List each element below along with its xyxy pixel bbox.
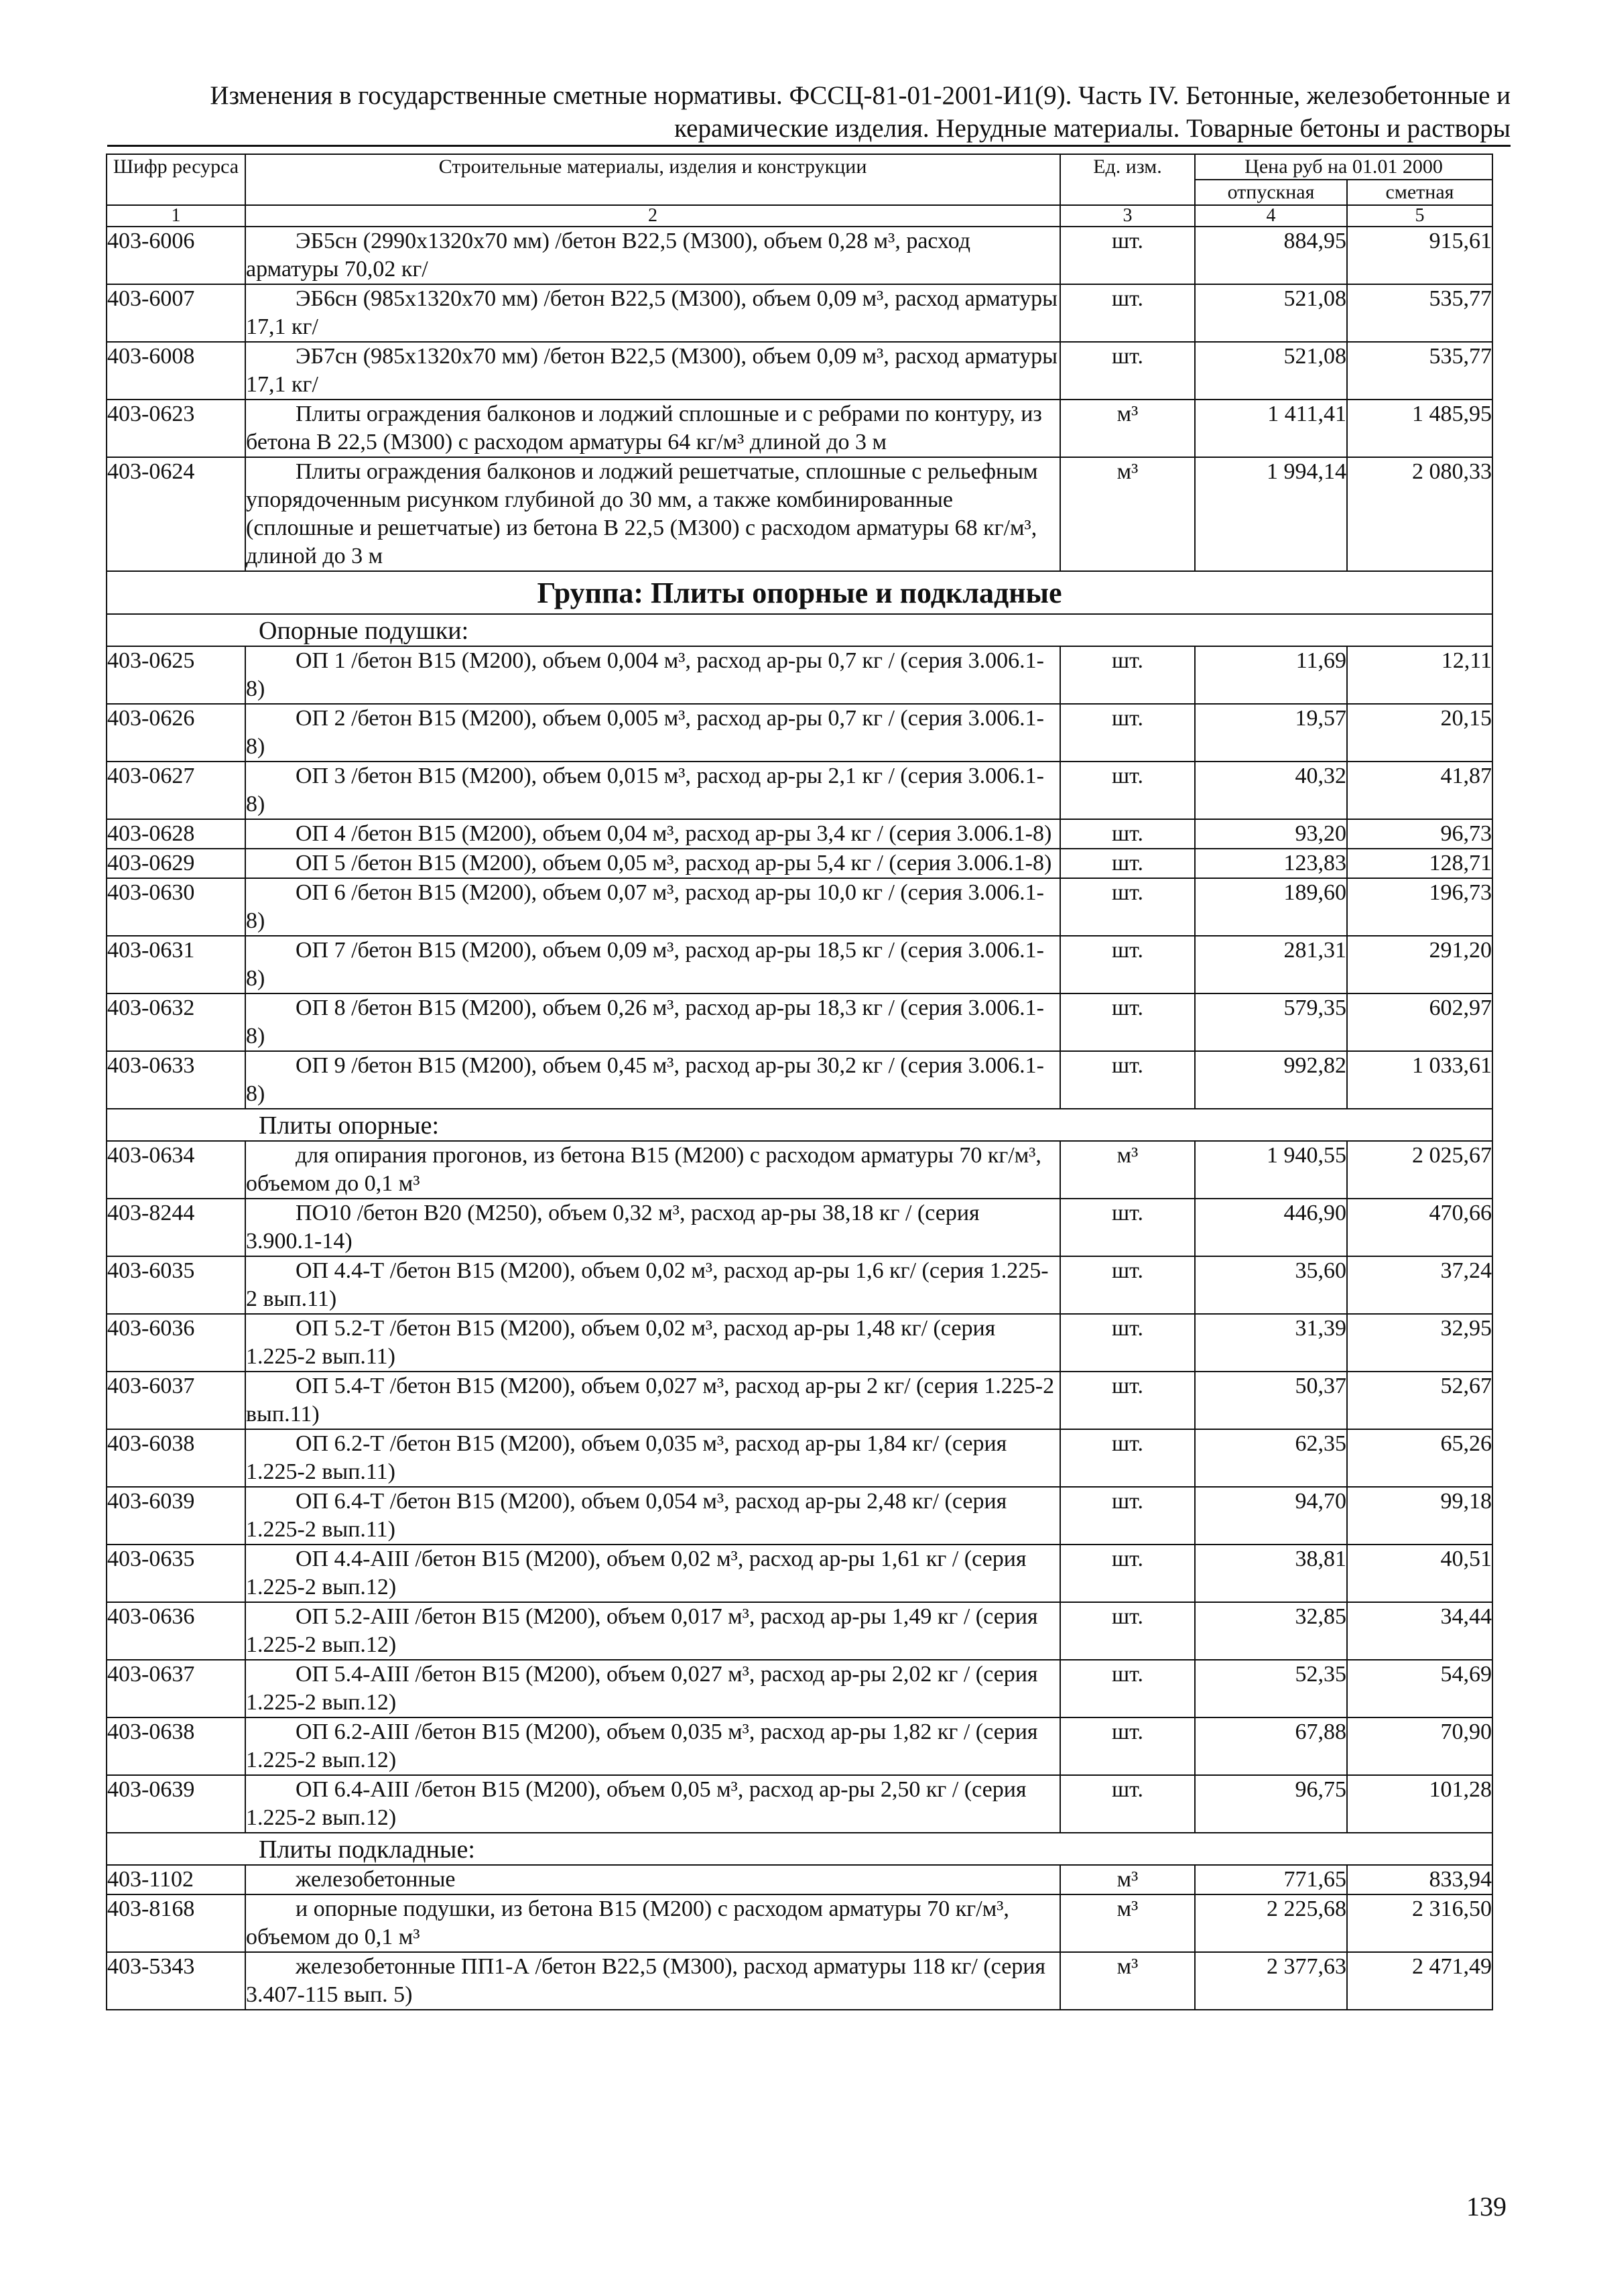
resource-code: 403-0633 bbox=[107, 1051, 245, 1109]
estimate-price: 52,67 bbox=[1347, 1372, 1492, 1429]
release-price: 123,83 bbox=[1195, 849, 1347, 878]
estimate-price: 12,11 bbox=[1347, 646, 1492, 704]
description-cell bbox=[245, 284, 1060, 342]
unit-of-measure: м³ bbox=[1060, 1952, 1195, 2010]
resource-code: 403-6007 bbox=[107, 284, 245, 342]
description-cell bbox=[245, 1717, 1060, 1775]
release-price: 884,95 bbox=[1195, 227, 1347, 284]
resource-code: 403-6038 bbox=[107, 1429, 245, 1487]
resource-code: 403-0634 bbox=[107, 1141, 245, 1199]
material-description: ОП 2 /бетон В15 (М200), объем 0,005 м³, расход ар-ры 0,7 кг / (серия 3.006.1-8) bbox=[246, 706, 1045, 759]
estimate-price: 1 033,61 bbox=[1347, 1051, 1492, 1109]
description-cell bbox=[245, 1545, 1060, 1602]
column-number-row bbox=[107, 205, 1492, 227]
unit-of-measure: шт. bbox=[1060, 1199, 1195, 1256]
resource-code: 403-6006 bbox=[107, 227, 245, 284]
resource-code: 403-0638 bbox=[107, 1717, 245, 1775]
resource-code: 403-0637 bbox=[107, 1660, 245, 1717]
table-row bbox=[107, 342, 1492, 400]
release-price: 38,81 bbox=[1195, 1545, 1347, 1602]
estimate-price: 2 471,49 bbox=[1347, 1952, 1492, 2010]
release-price: 579,35 bbox=[1195, 993, 1347, 1051]
table-row bbox=[107, 1865, 1492, 1894]
table-row bbox=[107, 878, 1492, 936]
description-cell bbox=[245, 1952, 1060, 2010]
material-description: ОП 1 /бетон В15 (М200), объем 0,004 м³, расход ар-ры 0,7 кг / (серия 3.006.1-8) bbox=[246, 648, 1045, 701]
material-description: ЭБ5сн (2990х1320х70 мм) /бетон В22,5 (М300), объем 0,28 м³, расход арматуры 70,02 кг/ bbox=[246, 229, 971, 282]
estimate-price: 833,94 bbox=[1347, 1865, 1492, 1894]
material-description: ЭБ6сн (985х1320х70 мм) /бетон В22,5 (М300), объем 0,09 м³, расход арматуры 17,1 кг/ bbox=[246, 286, 1058, 339]
estimate-price: 54,69 bbox=[1347, 1660, 1492, 1717]
resource-code: 403-0626 bbox=[107, 704, 245, 762]
resource-code: 403-6037 bbox=[107, 1372, 245, 1429]
unit-of-measure: шт. bbox=[1060, 1487, 1195, 1545]
release-price: 67,88 bbox=[1195, 1717, 1347, 1775]
column-number: 1 bbox=[107, 205, 245, 227]
group-heading-row bbox=[107, 571, 1492, 614]
material-description: железобетонные ПП1-А /бетон В22,5 (М300), расход арматуры 118 кг/ (серия 3.407-115 вып. 5) bbox=[246, 1954, 1046, 2007]
estimate-price: 915,61 bbox=[1347, 227, 1492, 284]
unit-of-measure: шт. bbox=[1060, 1314, 1195, 1372]
release-price: 281,31 bbox=[1195, 936, 1347, 993]
release-price: 1 940,55 bbox=[1195, 1141, 1347, 1199]
unit-of-measure: шт. bbox=[1060, 849, 1195, 878]
subgroup-label: Опорные подушки: bbox=[259, 617, 469, 645]
description-cell bbox=[245, 1894, 1060, 1952]
resource-code: 403-0623 bbox=[107, 400, 245, 457]
description-cell bbox=[245, 1660, 1060, 1717]
estimate-price: 196,73 bbox=[1347, 878, 1492, 936]
release-price: 2 225,68 bbox=[1195, 1894, 1347, 1952]
release-price: 521,08 bbox=[1195, 284, 1347, 342]
table-row bbox=[107, 646, 1492, 704]
description-cell bbox=[245, 849, 1060, 878]
column-header-estimate-price: сметная bbox=[1347, 180, 1492, 205]
description-cell bbox=[245, 227, 1060, 284]
estimate-price: 535,77 bbox=[1347, 284, 1492, 342]
material-description: ОП 5 /бетон В15 (М200), объем 0,05 м³, расход ар-ры 5,4 кг / (серия 3.006.1-8) bbox=[296, 851, 1052, 875]
table-row bbox=[107, 762, 1492, 819]
estimate-price: 602,97 bbox=[1347, 993, 1492, 1051]
group-heading: Группа: Плиты опорные и подкладные bbox=[107, 571, 1492, 614]
table-row bbox=[107, 849, 1492, 878]
resource-code: 403-0635 bbox=[107, 1545, 245, 1602]
description-cell bbox=[245, 704, 1060, 762]
estimate-price: 2 316,50 bbox=[1347, 1894, 1492, 1952]
release-price: 446,90 bbox=[1195, 1199, 1347, 1256]
resource-code: 403-0624 bbox=[107, 457, 245, 571]
page-number: 139 bbox=[1466, 2191, 1507, 2222]
release-price: 521,08 bbox=[1195, 342, 1347, 400]
material-description: ОП 7 /бетон В15 (М200), объем 0,09 м³, расход ар-ры 18,5 кг / (серия 3.006.1-8) bbox=[246, 938, 1045, 991]
unit-of-measure: шт. bbox=[1060, 646, 1195, 704]
release-price: 94,70 bbox=[1195, 1487, 1347, 1545]
table-row bbox=[107, 1051, 1492, 1109]
release-price: 11,69 bbox=[1195, 646, 1347, 704]
header-line-2: керамические изделия. Нерудные материалы. Товарные бетоны и растворы bbox=[107, 112, 1511, 147]
description-cell bbox=[245, 819, 1060, 849]
unit-of-measure: шт. bbox=[1060, 1717, 1195, 1775]
material-description: железобетонные bbox=[296, 1867, 456, 1892]
description-cell bbox=[245, 1051, 1060, 1109]
unit-of-measure: шт. bbox=[1060, 993, 1195, 1051]
resource-code: 403-5343 bbox=[107, 1952, 245, 2010]
description-cell bbox=[245, 1141, 1060, 1199]
description-cell bbox=[245, 646, 1060, 704]
description-cell bbox=[245, 342, 1060, 400]
unit-of-measure: шт. bbox=[1060, 762, 1195, 819]
table-row bbox=[107, 1429, 1492, 1487]
unit-of-measure: шт. bbox=[1060, 227, 1195, 284]
description-cell bbox=[245, 1429, 1060, 1487]
resource-code: 403-0630 bbox=[107, 878, 245, 936]
table-row bbox=[107, 1141, 1492, 1199]
table-row bbox=[107, 1717, 1492, 1775]
material-description: и опорные подушки, из бетона В15 (М200) с расходом арматуры 70 кг/м³, объемом до 0,1 м³ bbox=[246, 1896, 1009, 1949]
material-description: ОП 5.2-АIII /бетон В15 (М200), объем 0,017 м³, расход ар-ры 1,49 кг / (серия 1.225-2 вып.12) bbox=[246, 1604, 1038, 1657]
release-price: 1 411,41 bbox=[1195, 400, 1347, 457]
estimate-price: 41,87 bbox=[1347, 762, 1492, 819]
release-price: 93,20 bbox=[1195, 819, 1347, 849]
material-description: ОП 6.2-АIII /бетон В15 (М200), объем 0,035 м³, расход ар-ры 1,82 кг / (серия 1.225-2 вып.12) bbox=[246, 1719, 1038, 1772]
resource-code: 403-0639 bbox=[107, 1775, 245, 1833]
table-row bbox=[107, 284, 1492, 342]
price-table bbox=[106, 154, 1493, 2010]
document-header bbox=[107, 79, 1511, 147]
column-number: 5 bbox=[1347, 205, 1492, 227]
column-header-price-group: Цена руб на 01.01 2000 bbox=[1195, 154, 1492, 180]
estimate-price: 99,18 bbox=[1347, 1487, 1492, 1545]
release-price: 2 377,63 bbox=[1195, 1952, 1347, 2010]
unit-of-measure: шт. bbox=[1060, 1429, 1195, 1487]
estimate-price: 32,95 bbox=[1347, 1314, 1492, 1372]
estimate-price: 470,66 bbox=[1347, 1199, 1492, 1256]
material-description: ОП 4.4-Т /бетон В15 (М200), объем 0,02 м³, расход ар-ры 1,6 кг/ (серия 1.225-2 вып.11) bbox=[246, 1258, 1049, 1311]
subgroup-label: Плиты подкладные: bbox=[259, 1835, 475, 1864]
material-description: для опирания прогонов, из бетона В15 (М200) с расходом арматуры 70 кг/м³, объемом до 0,1 м³ bbox=[246, 1143, 1041, 1196]
resource-code: 403-1102 bbox=[107, 1865, 245, 1894]
release-price: 189,60 bbox=[1195, 878, 1347, 936]
material-description: ОП 8 /бетон В15 (М200), объем 0,26 м³, расход ар-ры 18,3 кг / (серия 3.006.1-8) bbox=[246, 995, 1045, 1048]
table-row bbox=[107, 1314, 1492, 1372]
unit-of-measure: м³ bbox=[1060, 457, 1195, 571]
estimate-price: 535,77 bbox=[1347, 342, 1492, 400]
resource-code: 403-6008 bbox=[107, 342, 245, 400]
subgroup-cell bbox=[107, 1833, 1492, 1865]
unit-of-measure: м³ bbox=[1060, 400, 1195, 457]
table-row bbox=[107, 1487, 1492, 1545]
resource-code: 403-6039 bbox=[107, 1487, 245, 1545]
column-number: 2 bbox=[245, 205, 1060, 227]
description-cell bbox=[245, 1256, 1060, 1314]
column-number: 4 bbox=[1195, 205, 1347, 227]
unit-of-measure: шт. bbox=[1060, 936, 1195, 993]
unit-of-measure: м³ bbox=[1060, 1141, 1195, 1199]
table-row bbox=[107, 1660, 1492, 1717]
unit-of-measure: шт. bbox=[1060, 819, 1195, 849]
header-line-1: Изменения в государственные сметные нормативы. ФССЦ-81-01-2001-И1(9). Часть IV. Бетонные, железобетонные и bbox=[210, 81, 1511, 110]
release-price: 40,32 bbox=[1195, 762, 1347, 819]
description-cell bbox=[245, 1372, 1060, 1429]
unit-of-measure: шт. bbox=[1060, 1545, 1195, 1602]
description-cell bbox=[245, 1775, 1060, 1833]
release-price: 62,35 bbox=[1195, 1429, 1347, 1487]
estimate-price: 40,51 bbox=[1347, 1545, 1492, 1602]
estimate-price: 65,26 bbox=[1347, 1429, 1492, 1487]
material-description: ОП 4 /бетон В15 (М200), объем 0,04 м³, расход ар-ры 3,4 кг / (серия 3.006.1-8) bbox=[296, 821, 1052, 846]
table-row bbox=[107, 1775, 1492, 1833]
description-cell bbox=[245, 400, 1060, 457]
description-cell bbox=[245, 936, 1060, 993]
subgroup-row bbox=[107, 1833, 1492, 1865]
estimate-price: 96,73 bbox=[1347, 819, 1492, 849]
estimate-price: 20,15 bbox=[1347, 704, 1492, 762]
table-row bbox=[107, 819, 1492, 849]
table-row bbox=[107, 1602, 1492, 1660]
estimate-price: 37,24 bbox=[1347, 1256, 1492, 1314]
unit-of-measure: шт. bbox=[1060, 342, 1195, 400]
table-row bbox=[107, 1894, 1492, 1952]
description-cell bbox=[245, 1199, 1060, 1256]
unit-of-measure: шт. bbox=[1060, 1602, 1195, 1660]
unit-of-measure: шт. bbox=[1060, 704, 1195, 762]
subgroup-label: Плиты опорные: bbox=[259, 1111, 440, 1140]
column-header-release-price: отпускная bbox=[1195, 180, 1347, 205]
description-cell bbox=[245, 1865, 1060, 1894]
material-description: ОП 5.2-Т /бетон В15 (М200), объем 0,02 м³, расход ар-ры 1,48 кг/ (серия 1.225-2 вып.11) bbox=[246, 1316, 996, 1369]
unit-of-measure: шт. bbox=[1060, 1775, 1195, 1833]
estimate-price: 128,71 bbox=[1347, 849, 1492, 878]
release-price: 96,75 bbox=[1195, 1775, 1347, 1833]
resource-code: 403-0629 bbox=[107, 849, 245, 878]
estimate-price: 70,90 bbox=[1347, 1717, 1492, 1775]
description-cell bbox=[245, 1314, 1060, 1372]
release-price: 32,85 bbox=[1195, 1602, 1347, 1660]
release-price: 1 994,14 bbox=[1195, 457, 1347, 571]
material-description: ОП 6.4-АIII /бетон В15 (М200), объем 0,05 м³, расход ар-ры 2,50 кг / (серия 1.225-2 вып.12) bbox=[246, 1777, 1027, 1830]
table-row bbox=[107, 1545, 1492, 1602]
column-number: 3 bbox=[1060, 205, 1195, 227]
estimate-price: 1 485,95 bbox=[1347, 400, 1492, 457]
column-header-name: Строительные материалы, изделия и конструкции bbox=[245, 154, 1060, 205]
subgroup-row bbox=[107, 1109, 1492, 1141]
column-header-unit: Ед. изм. bbox=[1060, 154, 1195, 205]
release-price: 52,35 bbox=[1195, 1660, 1347, 1717]
resource-code: 403-0632 bbox=[107, 993, 245, 1051]
release-price: 19,57 bbox=[1195, 704, 1347, 762]
resource-code: 403-0636 bbox=[107, 1602, 245, 1660]
material-description: ОП 5.4-Т /бетон В15 (М200), объем 0,027 м³, расход ар-ры 2 кг/ (серия 1.225-2 вып.11) bbox=[246, 1374, 1055, 1427]
material-description: ОП 6.2-Т /бетон В15 (М200), объем 0,035 м³, расход ар-ры 1,84 кг/ (серия 1.225-2 вып.11) bbox=[246, 1431, 1007, 1484]
unit-of-measure: м³ bbox=[1060, 1865, 1195, 1894]
material-description: Плиты ограждения балконов и лоджий сплошные и с ребрами по контуру, из бетона В 22,5 (М300) с расходом арматуры 64 кг/м³ длиной до 3 м bbox=[246, 402, 1042, 455]
release-price: 35,60 bbox=[1195, 1256, 1347, 1314]
table-row bbox=[107, 1372, 1492, 1429]
table-row bbox=[107, 1256, 1492, 1314]
unit-of-measure: м³ bbox=[1060, 1894, 1195, 1952]
table-header-row bbox=[107, 154, 1492, 180]
release-price: 50,37 bbox=[1195, 1372, 1347, 1429]
table-row bbox=[107, 993, 1492, 1051]
material-description: ОП 4.4-АIII /бетон В15 (М200), объем 0,02 м³, расход ар-ры 1,61 кг / (серия 1.225-2 вып.12) bbox=[246, 1547, 1027, 1599]
material-description: ОП 5.4-АIII /бетон В15 (М200), объем 0,027 м³, расход ар-ры 2,02 кг / (серия 1.225-2 вып.12) bbox=[246, 1662, 1038, 1715]
material-description: Плиты ограждения балконов и лоджий решетчатые, сплошные с рельефным упорядоченным рисунком глубиной до 30 мм, а также комбинированные (сплошные и решетчатые) из бетона В 22,5 (М300) с расходом арматуры 68 кг/м³, длиной до 3 м bbox=[246, 459, 1038, 568]
unit-of-measure: шт. bbox=[1060, 878, 1195, 936]
estimate-price: 2 025,67 bbox=[1347, 1141, 1492, 1199]
resource-code: 403-8168 bbox=[107, 1894, 245, 1952]
unit-of-measure: шт. bbox=[1060, 284, 1195, 342]
table-row bbox=[107, 1952, 1492, 2010]
subgroup-cell bbox=[107, 614, 1492, 646]
release-price: 31,39 bbox=[1195, 1314, 1347, 1372]
subgroup-cell bbox=[107, 1109, 1492, 1141]
estimate-price: 291,20 bbox=[1347, 936, 1492, 993]
table-row bbox=[107, 227, 1492, 284]
table-row bbox=[107, 457, 1492, 571]
estimate-price: 2 080,33 bbox=[1347, 457, 1492, 571]
description-cell bbox=[245, 762, 1060, 819]
unit-of-measure: шт. bbox=[1060, 1051, 1195, 1109]
release-price: 771,65 bbox=[1195, 1865, 1347, 1894]
resource-code: 403-8244 bbox=[107, 1199, 245, 1256]
resource-code: 403-0625 bbox=[107, 646, 245, 704]
resource-code: 403-6036 bbox=[107, 1314, 245, 1372]
table-row bbox=[107, 704, 1492, 762]
material-description: ОП 6.4-Т /бетон В15 (М200), объем 0,054 м³, расход ар-ры 2,48 кг/ (серия 1.225-2 вып.11) bbox=[246, 1489, 1007, 1542]
unit-of-measure: шт. bbox=[1060, 1660, 1195, 1717]
description-cell bbox=[245, 1602, 1060, 1660]
unit-of-measure: шт. bbox=[1060, 1372, 1195, 1429]
material-description: ОП 9 /бетон В15 (М200), объем 0,45 м³, расход ар-ры 30,2 кг / (серия 3.006.1-8) bbox=[246, 1053, 1045, 1106]
resource-code: 403-0631 bbox=[107, 936, 245, 993]
material-description: ОП 6 /бетон В15 (М200), объем 0,07 м³, расход ар-ры 10,0 кг / (серия 3.006.1-8) bbox=[246, 880, 1045, 933]
resource-code: 403-0628 bbox=[107, 819, 245, 849]
resource-code: 403-0627 bbox=[107, 762, 245, 819]
table-row bbox=[107, 400, 1492, 457]
material-description: ПО10 /бетон В20 (М250), объем 0,32 м³, расход ар-ры 38,18 кг / (серия 3.900.1-14) bbox=[246, 1201, 980, 1254]
description-cell bbox=[245, 993, 1060, 1051]
unit-of-measure: шт. bbox=[1060, 1256, 1195, 1314]
material-description: ЭБ7сн (985х1320х70 мм) /бетон В22,5 (М300), объем 0,09 м³, расход арматуры 17,1 кг/ bbox=[246, 344, 1058, 397]
column-header-code: Шифр ресурса bbox=[107, 154, 245, 205]
estimate-price: 101,28 bbox=[1347, 1775, 1492, 1833]
release-price: 992,82 bbox=[1195, 1051, 1347, 1109]
description-cell bbox=[245, 1487, 1060, 1545]
subgroup-row bbox=[107, 614, 1492, 646]
estimate-price: 34,44 bbox=[1347, 1602, 1492, 1660]
table-row bbox=[107, 1199, 1492, 1256]
description-cell bbox=[245, 457, 1060, 571]
resource-code: 403-6035 bbox=[107, 1256, 245, 1314]
table-row bbox=[107, 936, 1492, 993]
description-cell bbox=[245, 878, 1060, 936]
material-description: ОП 3 /бетон В15 (М200), объем 0,015 м³, расход ар-ры 2,1 кг / (серия 3.006.1-8) bbox=[246, 764, 1045, 817]
table-body bbox=[107, 227, 1492, 2010]
